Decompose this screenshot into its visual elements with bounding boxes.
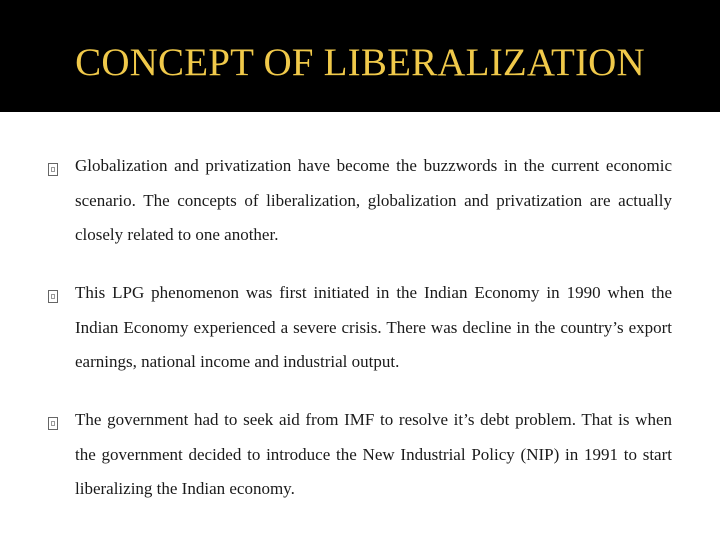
- bullet-box-icon: [48, 290, 58, 303]
- bullet-box-icon: [48, 163, 58, 176]
- bullet-text: This LPG phenomenon was first initiated in the Indian Economy in 1990 when the Indian Economy experienced a severe crisis. There was decline in the country’s export earnings, national income and industrial output.: [75, 283, 672, 371]
- bullet-box-icon: [48, 417, 58, 430]
- bullet-text: Globalization and privatization have become the buzzwords in the current economic scenario. The concepts of liberalization, globalization and privatization are actually closely related to one another.: [75, 156, 672, 244]
- slide-title: CONCEPT OF LIBERALIZATION: [75, 41, 645, 84]
- bullet-text: The government had to seek aid from IMF to resolve it’s debt problem. That is when the government decided to introduce the New Industrial Policy (NIP) in 1991 to start liberalizing the Indian economy.: [75, 410, 672, 498]
